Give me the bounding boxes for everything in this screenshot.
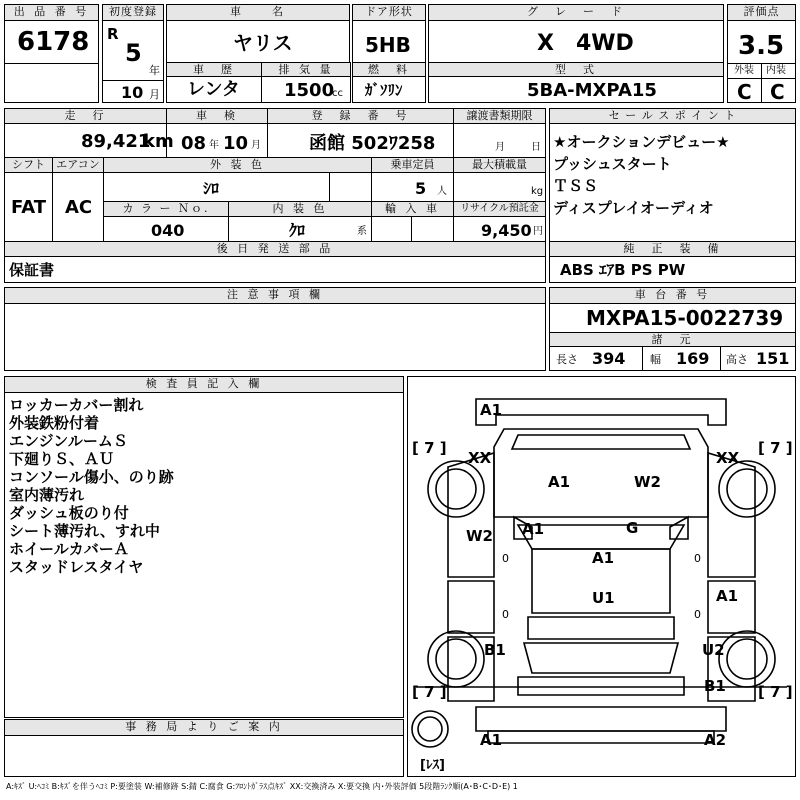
history-header: 車 歴 xyxy=(167,63,261,77)
recycle-header: リサイクル預託金 xyxy=(454,202,545,217)
mark-pillar-left: A1 xyxy=(522,520,545,538)
inspector-note: スタッドレスタイヤ xyxy=(9,558,144,576)
plate-header: 登 録 番 号 xyxy=(268,109,453,124)
doors-header: ドア形状 xyxy=(353,5,425,21)
mark-rear-bumper-right: A2 xyxy=(704,731,727,749)
aircon-header: エアコン xyxy=(53,158,103,173)
mark-roof-front: A1 xyxy=(592,549,615,567)
zero-mark: 0 xyxy=(694,608,701,621)
zero-mark: 0 xyxy=(502,608,509,621)
shift-header: シフト xyxy=(5,158,52,173)
capacity: 5 xyxy=(415,179,427,198)
exterior-label: 外装 xyxy=(734,65,754,76)
history-box xyxy=(166,62,262,103)
later-parts-header: 後 日 発 送 部 品 xyxy=(5,242,545,257)
length: 394 xyxy=(592,349,626,368)
chassis-box xyxy=(549,287,796,371)
ext-color-header: 外 装 色 xyxy=(104,158,371,173)
mileage-header: 走 行 xyxy=(5,109,166,124)
inspector-note: ホイールカバーＡ xyxy=(9,540,129,558)
notes-box xyxy=(4,287,546,371)
tire-rear-left: [ 7 ] xyxy=(412,683,447,701)
mark-quarter-left: B1 xyxy=(484,641,506,659)
import-header: 輸 入 車 xyxy=(372,202,453,217)
mark-rear-bumper-left: A1 xyxy=(480,731,503,749)
color-no-header: カ ラ ー Ｎｏ. xyxy=(104,202,228,217)
inspector-note: エンジンルームＳ xyxy=(9,432,128,450)
displacement-unit: cc xyxy=(332,88,343,99)
inspector-note: ダッシュ板のり付 xyxy=(9,504,129,522)
transfer-month-unit: 月 xyxy=(495,142,505,153)
later-parts-box xyxy=(4,241,546,283)
inspector-note: 室内薄汚れ xyxy=(9,486,85,504)
lot-number: 6178 xyxy=(17,27,90,57)
max-load-unit: kg xyxy=(531,186,544,197)
car-diagram xyxy=(408,377,795,776)
sales-points-header: セ ー ル ス ポ イ ン ト xyxy=(550,109,795,124)
width-label: 幅 xyxy=(650,353,661,366)
reg-month: 10 xyxy=(121,83,144,102)
spare-tire: [ﾚｽ] xyxy=(420,758,445,773)
car-name-header: 車 名 xyxy=(167,5,349,21)
score-box xyxy=(727,4,796,103)
inspector-note: ロッカーカバー割れ xyxy=(9,396,144,414)
displacement-box xyxy=(261,62,351,103)
zero-mark: 0 xyxy=(694,552,701,565)
sales-point: プッシュスタート xyxy=(553,155,672,173)
grade-header: グ レ ー ド xyxy=(429,5,723,21)
max-load-header: 最大積載量 xyxy=(454,158,545,173)
displacement: 1500 xyxy=(284,80,335,101)
inspection-month-unit: 月 xyxy=(251,140,261,151)
recycle: 9,450 xyxy=(481,221,532,240)
length-label: 長さ xyxy=(556,353,578,366)
inspection-month: 10 xyxy=(223,133,249,154)
inspector-note: 下廻りＳ、ＡＵ xyxy=(9,450,115,468)
interior-grade: C xyxy=(770,80,785,104)
int-color-unit: 系 xyxy=(357,226,367,237)
tire-front-right: [ 7 ] xyxy=(758,439,793,457)
interior-label: 内装 xyxy=(766,65,786,76)
inspector-header: 検 査 員 記 入 欄 xyxy=(5,377,403,393)
genuine-equipment-box xyxy=(549,241,796,283)
mark-windshield: G xyxy=(626,519,639,537)
width: 169 xyxy=(676,349,710,368)
sales-point: ＴＳＳ xyxy=(553,177,599,195)
grade: X 4WD xyxy=(537,31,634,56)
first-registration-header: 初度登録 xyxy=(103,5,163,21)
inspection-year-unit: 年 xyxy=(209,140,219,151)
aircon: AC xyxy=(65,197,93,218)
inspector-note: シート薄汚れ、すれ中 xyxy=(9,522,160,540)
reg-month-unit: 月 xyxy=(149,88,160,101)
color-no: 040 xyxy=(151,221,185,240)
score-header: 評価点 xyxy=(728,5,795,21)
mark-hood-right: W2 xyxy=(634,473,661,491)
model-code-header: 型 式 xyxy=(429,63,723,77)
tire-rear-right: [ 7 ] xyxy=(758,683,793,701)
genuine-equipment-header: 純 正 装 備 xyxy=(550,242,795,257)
chassis-no: MXPA15-0022739 xyxy=(586,306,784,330)
car-name: ヤリス xyxy=(233,31,293,55)
mark-quarter-right: U2 xyxy=(702,641,725,659)
mark-rear-right: B1 xyxy=(704,677,726,695)
displacement-header: 排 気 量 xyxy=(262,63,350,77)
genuine-equipment: ABS ｴｱB PS PW xyxy=(560,261,686,279)
office-header: 事 務 局 よ り ご 案 内 xyxy=(5,720,403,736)
transfer-day-unit: 日 xyxy=(531,142,541,153)
era: R xyxy=(107,25,119,43)
specs-header: 諸 元 xyxy=(550,333,795,347)
lot-number-box xyxy=(4,4,99,103)
sales-point: ディスプレイオーディオ xyxy=(553,199,714,217)
notes-header: 注 意 事 項 欄 xyxy=(5,288,545,304)
inspector-note: コンソール傷小、のり跡 xyxy=(9,468,174,486)
tire-front-left: [ 7 ] xyxy=(412,439,447,457)
transfer-header: 譲渡書類期限 xyxy=(454,109,545,124)
score: 3.5 xyxy=(738,31,785,61)
mileage: 89,421 xyxy=(81,131,151,152)
grade-box xyxy=(428,4,724,63)
sales-points-box xyxy=(549,108,796,242)
capacity-unit: 人 xyxy=(437,186,447,197)
model-code: 5BA-MXPA15 xyxy=(527,80,657,101)
car-name-box xyxy=(166,4,350,63)
inspector-notes-box xyxy=(4,376,404,718)
exterior-grade: C xyxy=(737,80,752,104)
sales-point: ★オークションデビュー★ xyxy=(553,133,730,151)
history: レンタ xyxy=(187,79,240,100)
doors-box xyxy=(352,4,426,63)
mark-front-door-left: W2 xyxy=(466,527,493,545)
plate: 函館 502ﾜ258 xyxy=(309,133,436,154)
int-color-header: 内 装 色 xyxy=(229,202,371,217)
chassis-header: 車 台 番 号 xyxy=(550,288,795,304)
int-color: ｸﾛ xyxy=(289,221,306,240)
shift: FAT xyxy=(11,197,47,218)
office-box xyxy=(4,719,404,777)
mark-fender-left: XX xyxy=(468,449,492,467)
mark-front-bumper: A1 xyxy=(480,401,503,419)
fuel-header: 燃 料 xyxy=(353,63,425,77)
mark-hood-left: A1 xyxy=(548,473,571,491)
car-diagram-box xyxy=(407,376,796,777)
mark-fender-right: XX xyxy=(716,449,740,467)
zero-mark: 0 xyxy=(502,552,509,565)
fuel-box xyxy=(352,62,426,103)
mark-roof-rear: U1 xyxy=(592,589,615,607)
first-registration-box xyxy=(102,4,164,103)
fuel: ｶﾞｿﾘﾝ xyxy=(365,81,403,99)
height-label: 高さ xyxy=(726,353,748,366)
reg-year: 5 xyxy=(125,39,142,67)
doors: 5HB xyxy=(365,33,411,57)
inspector-note: 外装鉄粉付着 xyxy=(9,414,100,432)
mark-rear-door-right: A1 xyxy=(716,587,739,605)
details-table xyxy=(4,108,546,242)
ext-color: ｼﾛ xyxy=(203,179,220,198)
later-parts: 保証書 xyxy=(9,261,55,279)
lot-number-header: 出 品 番 号 xyxy=(5,5,98,21)
capacity-header: 乗車定員 xyxy=(372,158,453,173)
model-code-box xyxy=(428,62,724,103)
recycle-unit: 円 xyxy=(533,226,543,237)
height: 151 xyxy=(756,349,790,368)
inspection-header: 車 検 xyxy=(167,109,267,124)
legend: A:ｷｽﾞ U:ﾍｺﾐ B:ｷｽﾞを伴うﾍｺﾐ P:要塗装 W:補修跡 S:錆 C:腐食 G:ﾌﾛﾝﾄｶﾞﾗｽ点ｷｽﾞ XX:交換済み X:要交換 内･外装評価 5段階ﾗﾝｸ順(A･B･C･D･E) 1 xyxy=(6,782,518,791)
mileage-unit: km xyxy=(143,131,174,152)
inspection-year: 08 xyxy=(181,133,207,154)
reg-year-unit: 年 xyxy=(149,64,160,77)
